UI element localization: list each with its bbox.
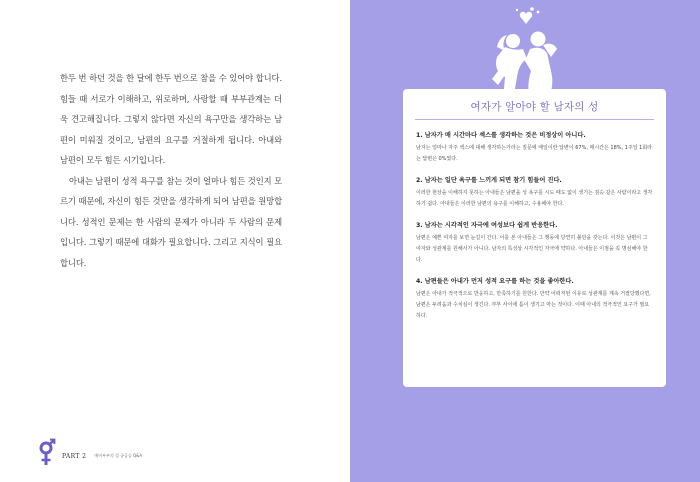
couple-silhouette-icon (483, 5, 567, 101)
card-item (416, 277, 653, 322)
item-body: 남편은 아내가 적극적으로 반응하고, 만족하기를 원한다. 만약 어떠저떤 이유로 성관계를 계속 거절당했다면, 남편은 두려움과 수치심이 생긴다. 부부 사이에 틈이 생기고 마는 것이다. 이때 아내의 적극적인 요구가 필요하다. (416, 291, 651, 319)
card-item (416, 131, 653, 165)
card-items (416, 131, 653, 333)
card-item (416, 221, 653, 266)
item-heading: 3. 남자는 시각적인 자극에 여성보다 쉽게 반응한다. (416, 222, 558, 229)
part-subtitle: 예비부부의 성 궁금증 Q&A (94, 453, 142, 458)
body-text (60, 68, 282, 273)
part-label: PART 2 (62, 452, 87, 460)
item-body: 이러한 현상을 이해하지 못하는 아내들은 남편을 성 욕구를 시도 때도 없이 생기는 짐승 같은 사람이라고 생각하기 쉽다. 아내들은 이러한 남편의 욕구를 이해하고, 수용해야 한다. (416, 190, 653, 207)
paragraph-1: 한두 번 하던 것을 한 달에 한두 번으로 참을 수 있어야 합니다. 힘들 때 서로가 이해하고, 위로하며, 사랑할 때 부부관계는 더욱 견고해집니다. 그렇지 않다면 자신의 욕구만을 생각하는 남편이 미워질 것이고, 남편의 요구를 거절하게 됩니다. 아내와 남편이 모두 힘든 시기입니다. (60, 73, 282, 165)
item-heading: 2. 남자는 일단 욕구를 느끼게 되면 참기 힘들어 진다. (416, 177, 562, 184)
title-divider (415, 119, 654, 120)
card-item (416, 176, 653, 210)
item-heading: 1. 남자가 매 시간마다 섹스를 생각하는 것은 비정상이 아니다. (416, 132, 586, 139)
gender-symbol-icon (36, 437, 56, 467)
card-title: 여자가 알아야 할 남자의 성 (470, 101, 599, 113)
info-card (403, 89, 666, 387)
item-heading: 4. 남편들은 아내가 먼저 성적 요구를 하는 것을 좋아한다. (416, 278, 574, 285)
right-page (350, 0, 700, 482)
page-footer (36, 437, 142, 467)
item-body: 남편은 예쁜 여자를 보면 눈길이 간다. 이를 본 아내들은 그 행동에 당연히 불만을 갖는다. 이것은 남편이 그 여자와 성관계를 원해서가 아니다. 남자의 특성상 시각적인 자극에 약하다. 아내들은 이점을 꼭 명심해야 한다. (416, 235, 648, 263)
paragraph-2: 아내는 남편이 성적 욕구를 참는 것이 얼마나 힘든 것인지 모르기 때문에, 자신이 힘든 것만을 생각하게 되어 남편을 원망합니다. 성적인 문제는 한 사람의 문제가 아니라 두 사람의 문제입니다. 그렇기 때문에 대화가 필요합니다. 그리고 지식이 필요합니다. (60, 175, 282, 268)
item-body: 남자는 얼마나 자주 섹스에 대해 생각하는가라는 질문에 매일이란 답변이 67%, 매시간은 18%, 1주일 1회라는 답변은 0%였다. (416, 145, 652, 162)
